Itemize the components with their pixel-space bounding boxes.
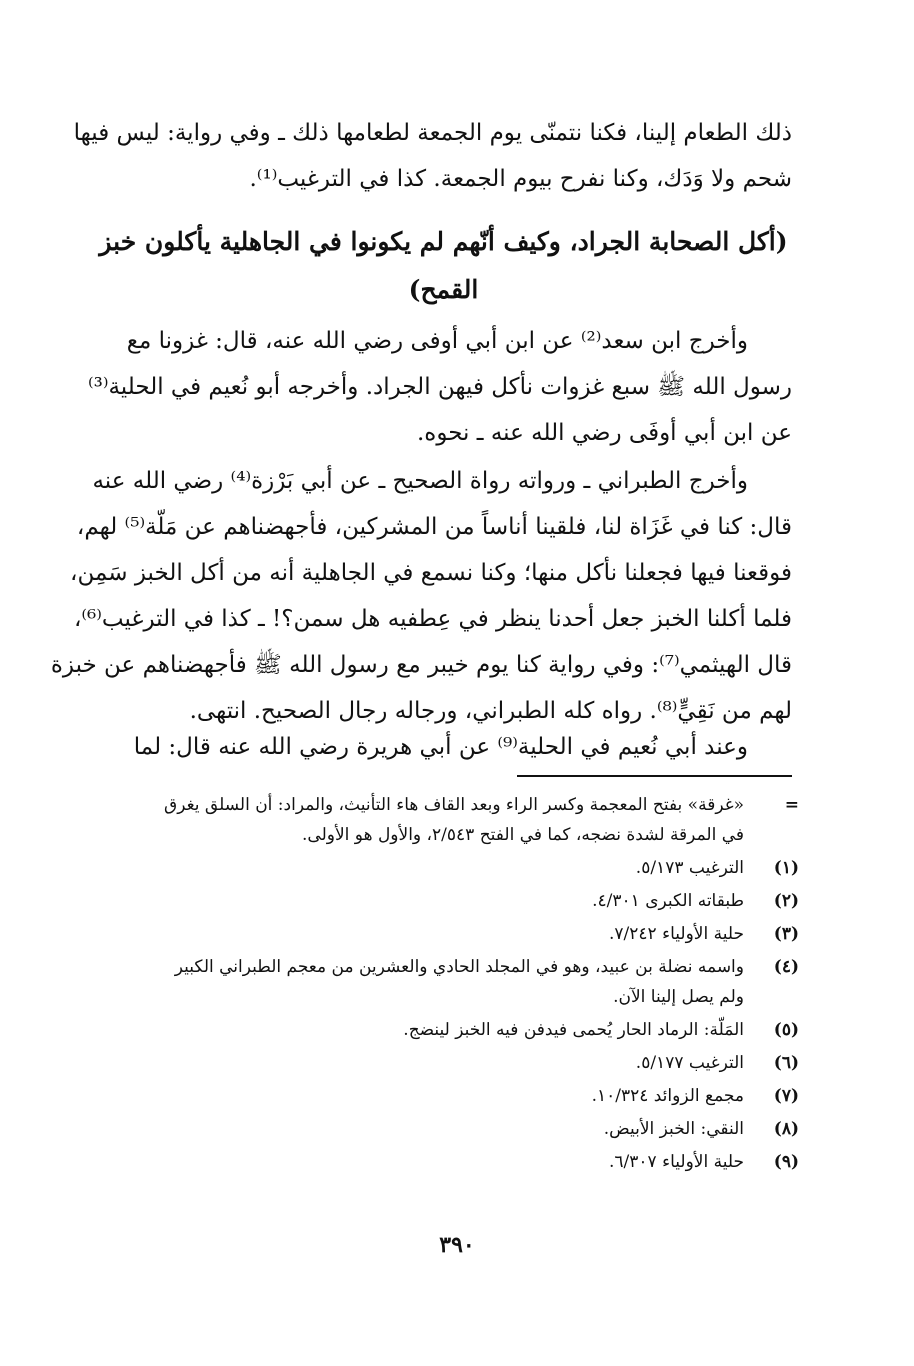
footnote-3 bbox=[110, 919, 799, 949]
footnote-number: (٦) bbox=[773, 1053, 799, 1073]
footnote-text: حلية الأولياء ٧/٢٤٢. bbox=[609, 924, 744, 944]
paragraph-ibn-saad bbox=[87, 318, 792, 456]
text-line: قال الهيثمي⁽⁷⁾: وفي رواية كنا يوم خيبر مع رسول الله ﷺ فأجهضناهم عن خبزة bbox=[50, 652, 792, 678]
footnotes bbox=[110, 790, 799, 1180]
footnote-separator bbox=[517, 775, 792, 777]
footnote-number: (٢) bbox=[773, 891, 799, 911]
section-heading bbox=[95, 218, 792, 314]
footnote-number: (٣) bbox=[773, 924, 799, 944]
footnote-text: النقي: الخبز الأبيض. bbox=[603, 1119, 744, 1139]
page-number: ٣٩٠ bbox=[439, 1232, 475, 1258]
footnote-number: (٧) bbox=[773, 1086, 799, 1106]
text-line: عن ابن أبي أوفَى رضي الله عنه ـ نحوه. bbox=[416, 420, 792, 446]
heading-line: (أكل الصحابة الجراد، وكيف أنّهم لم يكونوا في الجاهلية يأكلون خبز bbox=[99, 227, 788, 256]
footnote-text: واسمه نضلة بن عبيد، وهو في المجلد الحادي والعشرين من معجم الطبراني الكبير bbox=[174, 957, 744, 977]
footnote-text: الترغيب ٥/١٧٣. bbox=[635, 858, 744, 878]
text-line: وأخرج ابن سعد⁽²⁾ عن ابن أبي أوفى رضي الله عنه، قال: غزونا مع bbox=[126, 328, 748, 354]
footnote-5 bbox=[110, 1015, 799, 1045]
footnote-8 bbox=[110, 1114, 799, 1144]
footnote-text: طبقاته الكبرى ٤/٣٠١. bbox=[592, 891, 744, 911]
paragraph-tabarani bbox=[50, 458, 792, 734]
text-line: قال: كنا في غَزَاة لنا، فلقينا أناساً من المشركين، فأجهضناهم عن مَلّة⁽⁵⁾ لهم، bbox=[76, 514, 792, 540]
text-line: لهم من نَقِيٍّ⁽⁸⁾. رواه كله الطبراني، ورجاله رجال الصحيح. انتهى. bbox=[189, 698, 792, 724]
paragraph-abu-nuaym bbox=[95, 724, 792, 770]
footnote-9 bbox=[110, 1147, 799, 1177]
top-paragraph bbox=[73, 110, 792, 202]
footnote-text: المَلّة: الرماد الحار يُحمى فيدفن فيه الخبز لينضج. bbox=[403, 1020, 744, 1040]
text-line: ذلك الطعام إلينا، فكنا نتمنّى يوم الجمعة لطعامها ذلك ـ وفي رواية: ليس فيها bbox=[73, 120, 792, 146]
footnote-text: ولم يصل إلينا الآن. bbox=[613, 987, 744, 1007]
text-line: وأخرج الطبراني ـ ورواته رواة الصحيح ـ عن أبي بَرْزة⁽⁴⁾ رضي الله عنه bbox=[92, 468, 748, 494]
footnote-continued bbox=[110, 790, 799, 850]
heading-line: القمح) bbox=[408, 275, 479, 304]
footnote-number: = bbox=[784, 795, 799, 815]
footnote-4 bbox=[110, 952, 799, 1012]
text-line: شحم ولا وَدَك، وكنا نفرح بيوم الجمعة. كذا في الترغيب⁽¹⁾. bbox=[249, 166, 792, 192]
text-line: فوقعنا فيها فجعلنا نأكل منها؛ وكنا نسمع في الجاهلية أنه من أكل الخبز سَمِن، bbox=[70, 560, 792, 586]
footnote-text: في المرقة لشدة نضجه، كما في الفتح ٢/٥٤٣، والأول هو الأولى. bbox=[302, 825, 744, 845]
footnote-number: (٩) bbox=[773, 1152, 799, 1172]
footnote-1 bbox=[110, 853, 799, 883]
footnote-text: مجمع الزوائد ١٠/٣٢٤. bbox=[591, 1086, 744, 1106]
footnote-number: (٨) bbox=[773, 1119, 799, 1139]
footnote-number: (٤) bbox=[773, 957, 799, 977]
text-line: فلما أكلنا الخبز جعل أحدنا ينظر في عِطفيه هل سمن؟! ـ كذا في الترغيب⁽⁶⁾، bbox=[73, 606, 792, 632]
text-line: وعند أبي نُعيم في الحلية⁽⁹⁾ عن أبي هريرة رضي الله عنه قال: لما bbox=[133, 734, 748, 760]
text-line: رسول الله ﷺ سبع غزوات نأكل فيهن الجراد. وأخرجه أبو نُعيم في الحلية⁽³⁾ bbox=[87, 374, 792, 400]
footnote-7 bbox=[110, 1081, 799, 1111]
footnote-number: (٥) bbox=[773, 1020, 799, 1040]
footnote-text: حلية الأولياء ٦/٣٠٧. bbox=[609, 1152, 744, 1172]
footnote-text: الترغيب ٥/١٧٧. bbox=[635, 1053, 744, 1073]
footnote-number: (١) bbox=[773, 858, 799, 878]
footnote-6 bbox=[110, 1048, 799, 1078]
footnote-2 bbox=[110, 886, 799, 916]
footnote-text: «غرقة» بفتح المعجمة وكسر الراء وبعد القاف هاء التأنيث، والمراد: أن السلق يغرق bbox=[164, 795, 744, 815]
